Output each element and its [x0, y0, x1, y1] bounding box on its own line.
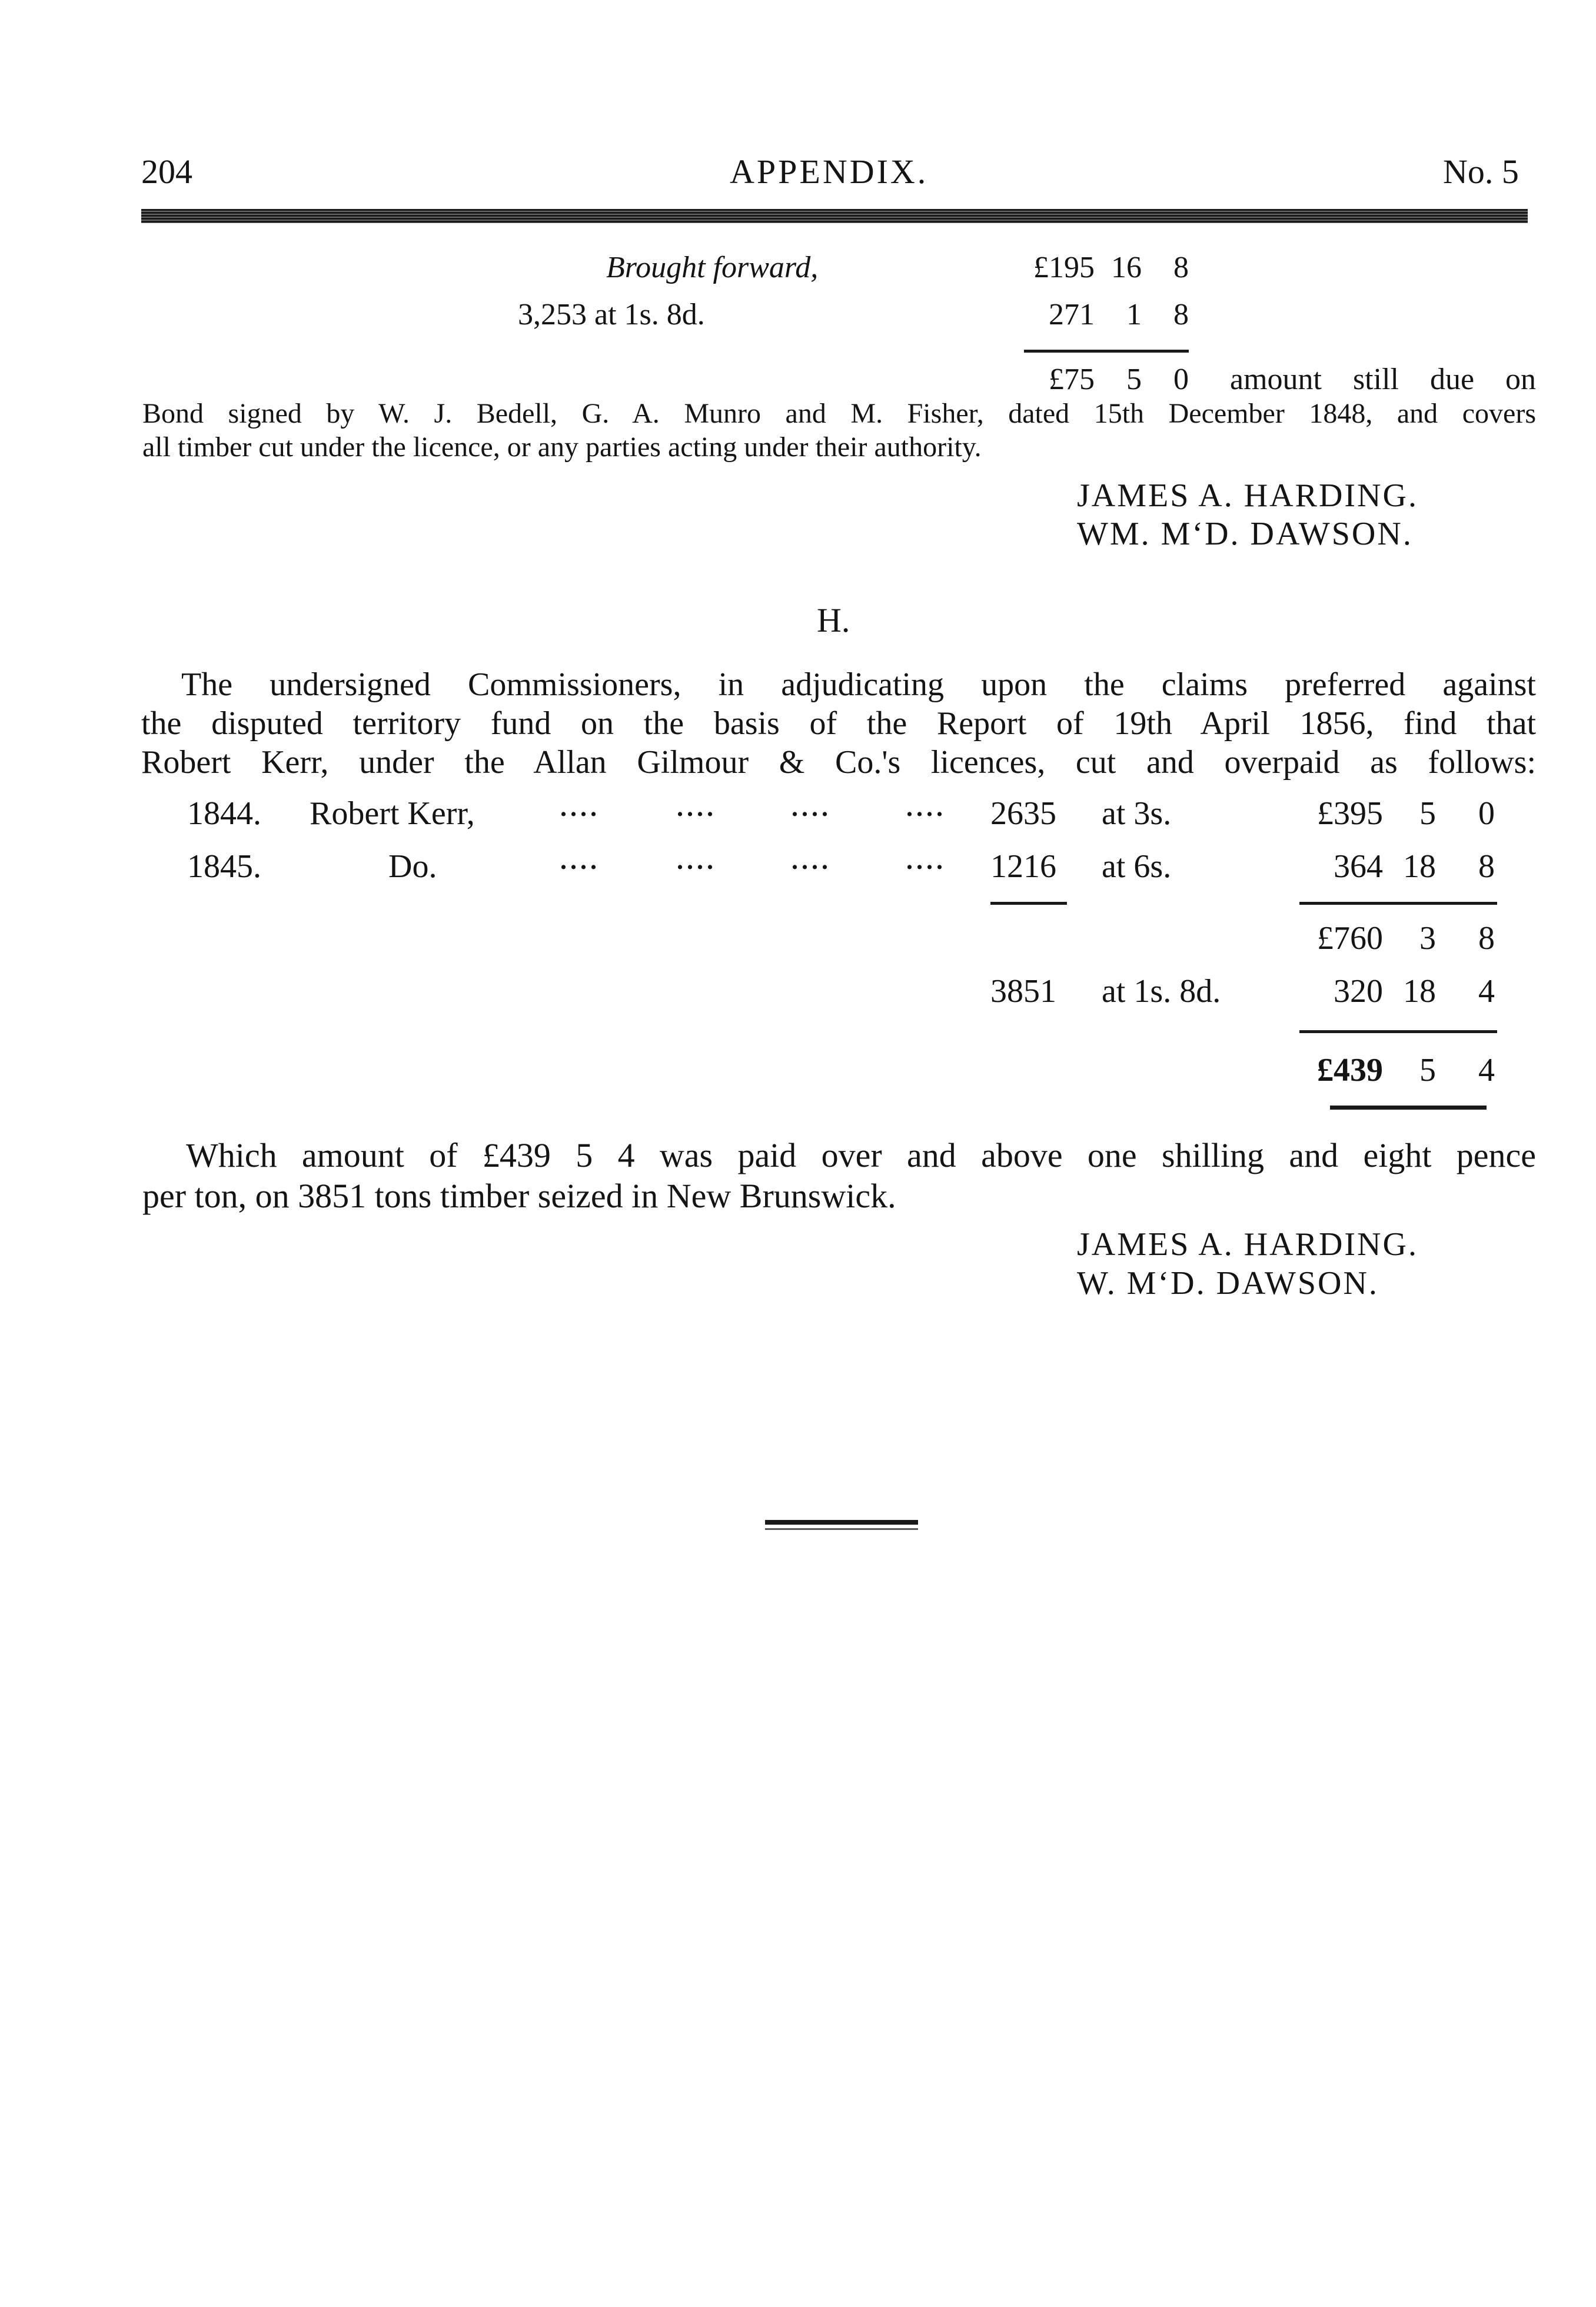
amount-double-rule	[1330, 1106, 1487, 1110]
amount-rule-1	[1299, 902, 1497, 905]
row-1-leader-2: ....	[677, 793, 717, 822]
end-rule-thin	[765, 1528, 918, 1530]
row-1-year: 1844.	[187, 795, 261, 832]
signature-1: JAMES A. HARDING.	[1077, 477, 1418, 514]
row-2-tons: 1216	[990, 848, 1056, 885]
bond-line-1: Bond signed by W. J. Bedell, G. A. Munro and M. Fisher, dated 15th December 1848, and covers	[142, 398, 1536, 429]
document-number: No. 5	[1443, 152, 1519, 191]
subtotal-pence: 8	[1478, 920, 1495, 957]
row-1-pence: 0	[1478, 795, 1495, 832]
intro-line-2: the disputed territory fund on the basis of the Report of 19th April 1856, find that	[141, 705, 1536, 742]
row-1-shillings: 5	[1419, 795, 1436, 832]
net-shillings: 5	[1419, 1052, 1436, 1088]
page-number: 204	[141, 152, 192, 191]
balance-pence: 0	[1173, 363, 1189, 396]
sum-rule	[1024, 350, 1189, 353]
brought-forward-shillings: 16	[1111, 251, 1142, 284]
row-1-name: Robert Kerr,	[310, 795, 475, 832]
subtotal-pounds: £760	[1317, 920, 1383, 957]
intro-line-3: Robert Kerr, under the Allan Gilmour & Co.'s licences, cut and overpaid as follows:	[141, 744, 1536, 781]
amount-rule-2	[1299, 1030, 1497, 1033]
row-2-leader-2: ....	[677, 846, 717, 875]
tons-rule	[990, 902, 1067, 905]
page-title: APPENDIX.	[730, 152, 929, 191]
deduction-pence: 8	[1173, 298, 1189, 331]
net-pence: 4	[1478, 1052, 1495, 1088]
row-1-pounds: £395	[1317, 795, 1383, 832]
signature-2: WM. M‘D. DAWSON.	[1077, 516, 1413, 552]
row-1-leader-1: ....	[560, 793, 600, 822]
end-rule	[765, 1520, 918, 1525]
balance-shillings: 5	[1126, 363, 1142, 396]
row-1-leader-3: ....	[792, 793, 832, 822]
header-rule	[141, 209, 1528, 223]
brought-forward-pounds: £195	[1033, 251, 1095, 284]
row-1-rate: at 3s.	[1102, 795, 1172, 832]
deduction-h-pence: 4	[1478, 973, 1495, 1010]
deduction-label: 3,253 at 1s. 8d.	[518, 298, 705, 331]
signature-4: W. M‘D. DAWSON.	[1077, 1265, 1379, 1302]
closing-line-2: per ton, on 3851 tons timber seized in New Brunswick.	[142, 1177, 896, 1215]
total-rate: at 1s. 8d.	[1102, 973, 1221, 1010]
row-2-leader-1: ....	[560, 846, 600, 875]
row-1-tons: 2635	[990, 795, 1056, 832]
row-2-pence: 8	[1478, 848, 1495, 885]
brought-forward-label: Brought forward,	[606, 251, 819, 284]
bond-line-2: all timber cut under the licence, or any parties acting under their authority.	[142, 431, 982, 463]
subtotal-shillings: 3	[1419, 920, 1436, 957]
row-1-leader-4: ....	[906, 793, 946, 822]
row-2-pounds: 364	[1334, 848, 1383, 885]
intro-line-1: The undersigned Commissioners, in adjudicating upon the claims preferred against	[181, 666, 1536, 703]
row-2-leader-4: ....	[906, 846, 946, 875]
total-tons: 3851	[990, 973, 1056, 1010]
net-pounds: £439	[1317, 1052, 1383, 1088]
section-heading: H.	[817, 601, 850, 639]
deduction-pounds: 271	[1049, 298, 1095, 331]
signature-3: JAMES A. HARDING.	[1077, 1226, 1418, 1263]
closing-line-1: Which amount of £439 5 4 was paid over and above one shilling and eight pence	[186, 1136, 1536, 1174]
row-2-shillings: 18	[1403, 848, 1436, 885]
deduction-shillings: 1	[1126, 298, 1142, 331]
row-2-rate: at 6s.	[1102, 848, 1172, 885]
balance-pounds: £75	[1049, 363, 1095, 396]
row-2-name: Do.	[388, 848, 437, 885]
deduction-h-shillings: 18	[1403, 973, 1436, 1010]
balance-note: amount still due on	[1230, 363, 1536, 396]
row-2-leader-3: ....	[792, 846, 832, 875]
row-2-year: 1845.	[187, 848, 261, 885]
brought-forward-pence: 8	[1173, 251, 1189, 284]
deduction-h-pounds: 320	[1334, 973, 1383, 1010]
